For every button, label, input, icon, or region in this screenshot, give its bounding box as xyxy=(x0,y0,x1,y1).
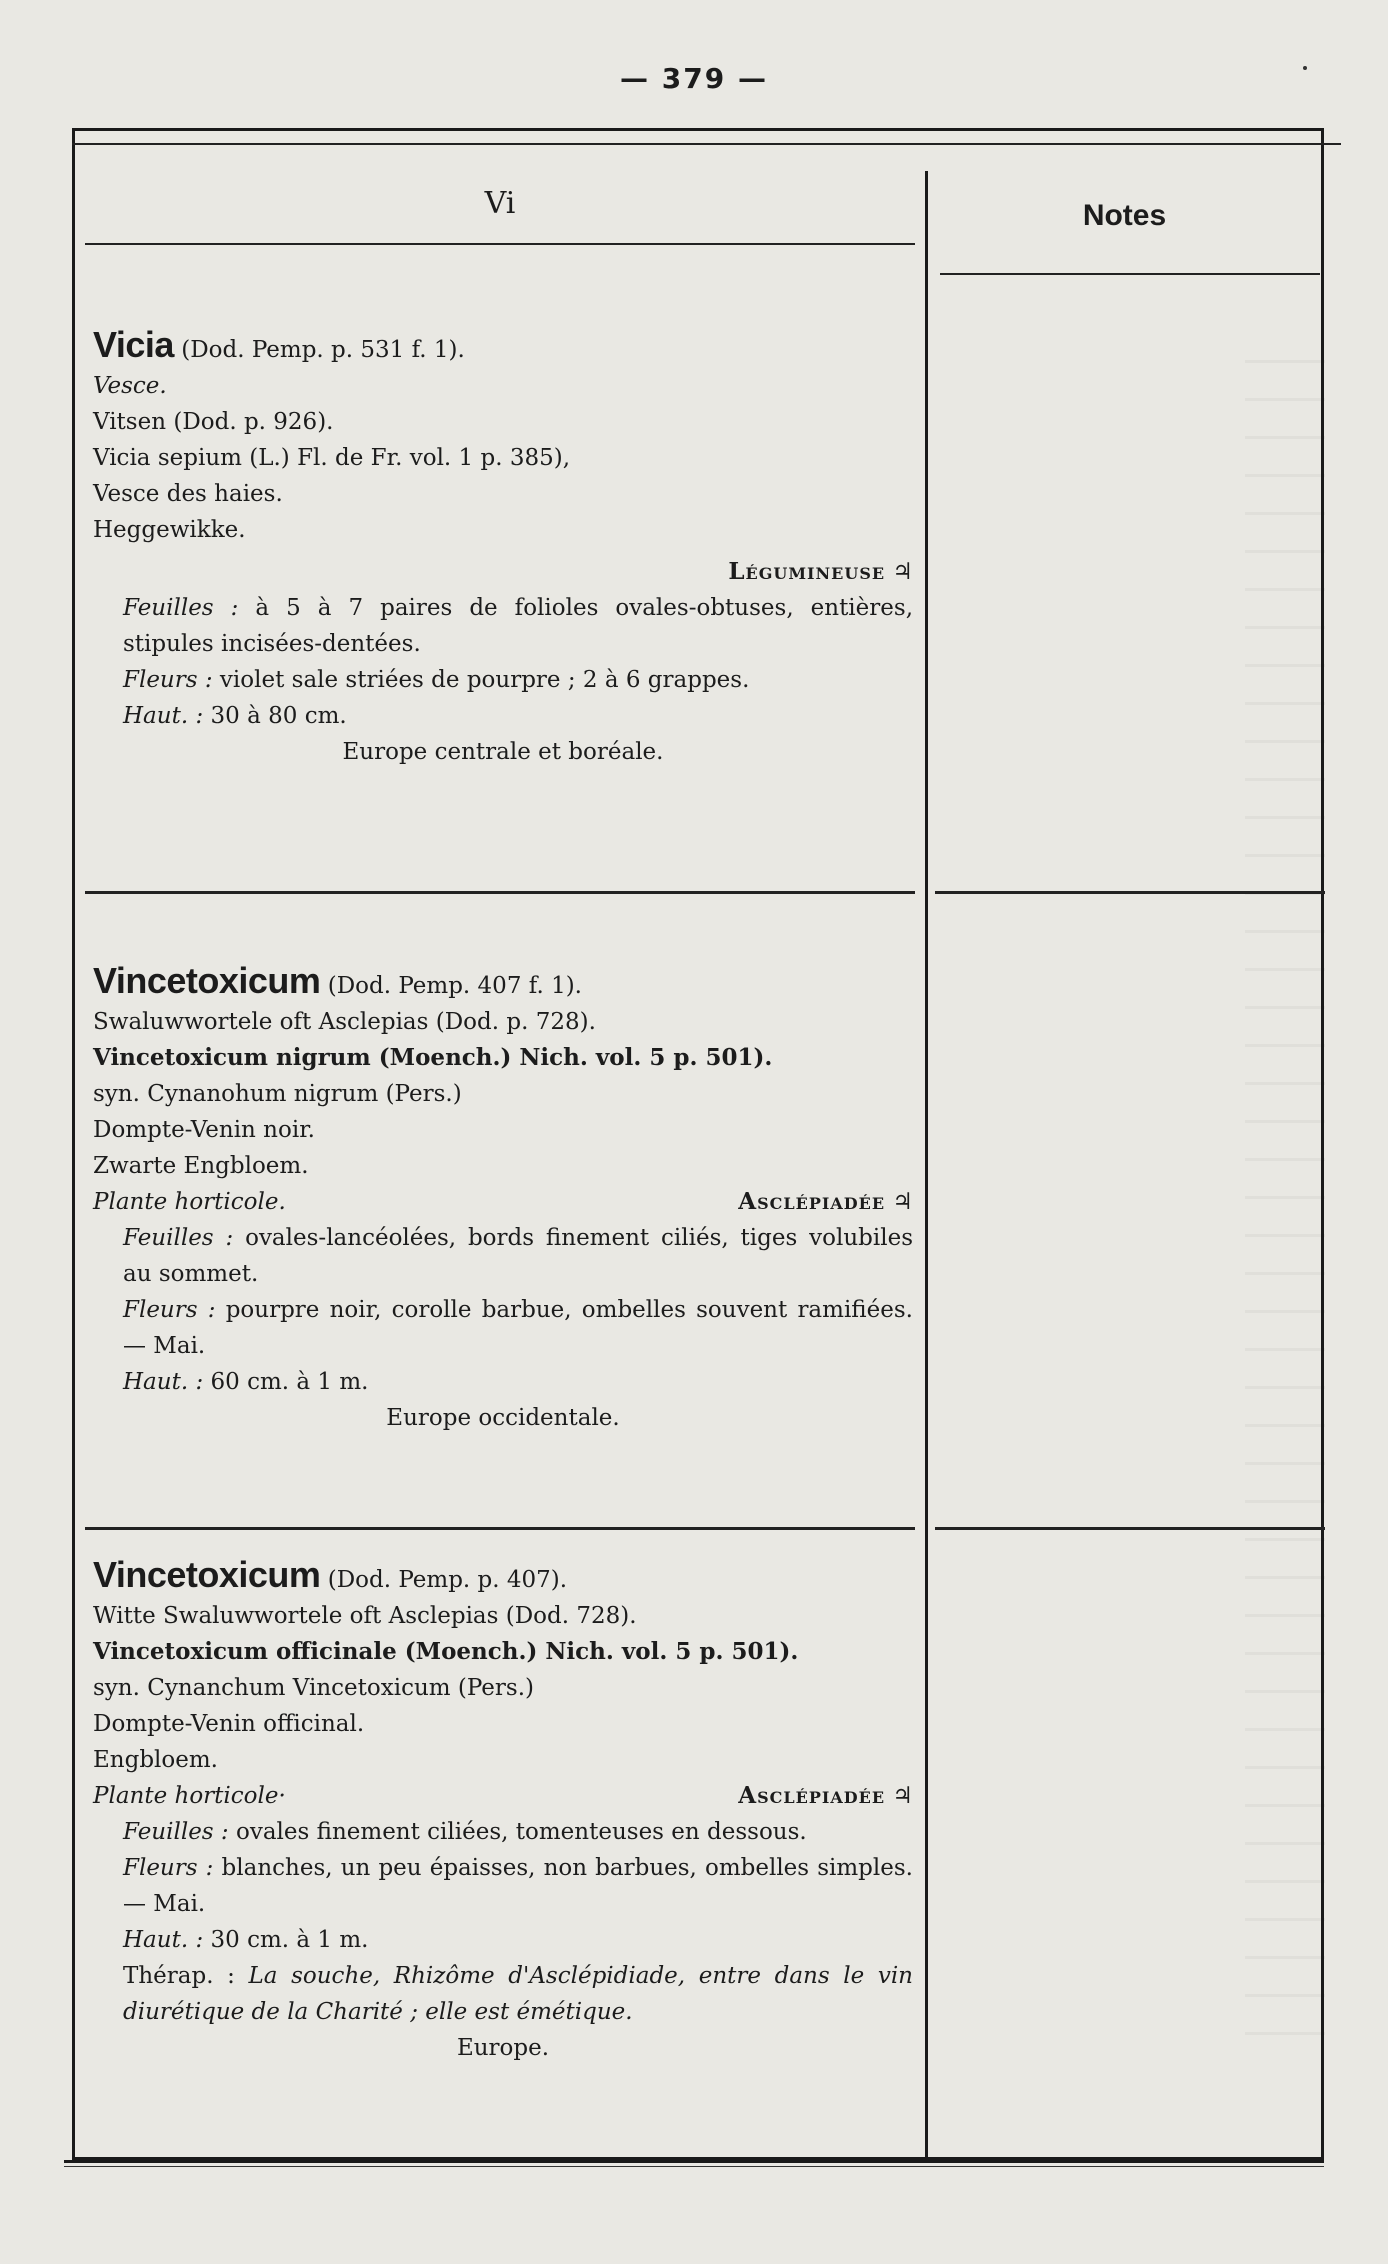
haut-label: Haut. : xyxy=(123,1927,204,1953)
region: Europe occidentale. xyxy=(386,1405,620,1431)
haut-label: Haut. : xyxy=(123,703,204,729)
synonym-line: Heggewikke. xyxy=(93,517,246,543)
haut-text: 60 cm. à 1 m. xyxy=(210,1369,369,1395)
scientific-name: Vincetoxicum officinale (Moench.) Nich. vol. 5 p. 501). xyxy=(93,1638,799,1665)
genus-name: Vincetoxicum xyxy=(93,1554,321,1595)
common-name: Vesce. xyxy=(93,373,167,399)
genus-name: Vincetoxicum xyxy=(93,960,321,1001)
fleurs-text: violet sale striées de pourpre ; 2 à 6 grappes. xyxy=(219,667,750,693)
synonym-line: Witte Swaluwwortele oft Asclepias (Dod. 728). xyxy=(93,1603,637,1629)
column-divider xyxy=(925,171,928,2160)
perennial-symbol: ♃ xyxy=(892,1189,913,1215)
header-rule-left xyxy=(85,243,915,245)
synonym-line: Swaluwwortele oft Asclepias (Dod. p. 728). xyxy=(93,1009,596,1035)
perennial-symbol: ♃ xyxy=(892,1783,913,1809)
feuilles-label: Feuilles : xyxy=(123,1225,234,1251)
bottom-rule-thin xyxy=(64,2166,1324,2167)
feuilles-text: à 5 à 7 paires de folioles ovales-obtuses, entières, stipules incisées-dentées. xyxy=(123,595,913,657)
haut-text: 30 à 80 cm. xyxy=(210,703,347,729)
page-number: — 379 — xyxy=(620,62,768,95)
scientific-name: Vincetoxicum nigrum (Moench.) Nich. vol. 5 p. 501). xyxy=(93,1044,773,1071)
family-name: Légumineuse xyxy=(728,558,886,585)
entry-vicia xyxy=(93,324,913,770)
fleurs-label: Fleurs : xyxy=(123,1855,214,1881)
haut-text: 30 cm. à 1 m. xyxy=(210,1927,369,1953)
genus-name: Vicia xyxy=(93,324,174,365)
synonym-line: Vicia sepium (L.) Fl. de Fr. vol. 1 p. 385), xyxy=(93,445,571,471)
synonym-line: Vitsen (Dod. p. 926). xyxy=(93,409,334,435)
fleurs-label: Fleurs : xyxy=(123,667,213,693)
region: Europe. xyxy=(456,2035,550,2061)
reference: (Dod. Pemp. p. 407). xyxy=(327,1567,568,1593)
ink-speck xyxy=(1303,66,1307,70)
therap-text: La souche, Rhizôme d'Asclépidiade, entre dans le vin diurétique de la Charité ; elle est émétique. xyxy=(123,1963,913,2025)
haut-label: Haut. : xyxy=(123,1369,204,1395)
entry-divider-notes xyxy=(935,891,1325,894)
fleurs-label: Fleurs : xyxy=(123,1297,216,1323)
reference: (Dod. Pemp. 407 f. 1). xyxy=(327,973,582,999)
fleurs-text: blanches, un peu épaisses, non barbues, ombelles simples. — Mai. xyxy=(123,1855,913,1917)
family-name: Asclépiadée xyxy=(738,1188,886,1215)
common-name: Zwarte Engbloem. xyxy=(93,1153,309,1179)
feuilles-label: Feuilles : xyxy=(123,595,239,621)
common-name: Dompte-Venin noir. xyxy=(93,1117,315,1143)
feuilles-label: Feuilles : xyxy=(123,1819,229,1845)
table-frame xyxy=(72,128,1324,2160)
family-name: Asclépiadée xyxy=(738,1782,886,1809)
feuilles-text: ovales-lancéolées, bords finement ciliés, tiges volubiles au sommet. xyxy=(123,1225,914,1287)
entry-divider xyxy=(85,891,915,894)
perennial-symbol: ♃ xyxy=(892,559,913,585)
region: Europe centrale et boréale. xyxy=(342,739,664,765)
plante-horticole: Plante horticole· xyxy=(93,1783,286,1809)
synonym-line: syn. Cynanchum Vincetoxicum (Pers.) xyxy=(93,1675,534,1701)
top-rule xyxy=(72,143,1341,145)
column-header-left: Vi xyxy=(484,186,516,221)
feuilles-text: ovales finement ciliées, tomenteuses en dessous. xyxy=(235,1819,807,1845)
entry-vincetoxicum-officinale xyxy=(93,1554,913,2066)
synonym-line: Vesce des haies. xyxy=(93,481,283,507)
bottom-rule xyxy=(64,2160,1324,2163)
reference: (Dod. Pemp. p. 531 f. 1). xyxy=(181,337,465,363)
synonym-line: syn. Cynanohum nigrum (Pers.) xyxy=(93,1081,462,1107)
entry-divider-notes xyxy=(935,1527,1325,1530)
plante-horticole: Plante horticole. xyxy=(93,1189,286,1215)
fleurs-text: pourpre noir, corolle barbue, ombelles souvent ramifiées. — Mai. xyxy=(123,1297,913,1359)
common-name: Engbloem. xyxy=(93,1747,218,1773)
common-name: Dompte-Venin officinal. xyxy=(93,1711,365,1737)
header-rule-right xyxy=(940,273,1320,275)
therap-label: Thérap. : xyxy=(123,1963,235,1989)
column-header-notes: Notes xyxy=(1082,199,1167,232)
entry-divider xyxy=(85,1527,915,1530)
entry-vincetoxicum-nigrum xyxy=(93,960,914,1436)
